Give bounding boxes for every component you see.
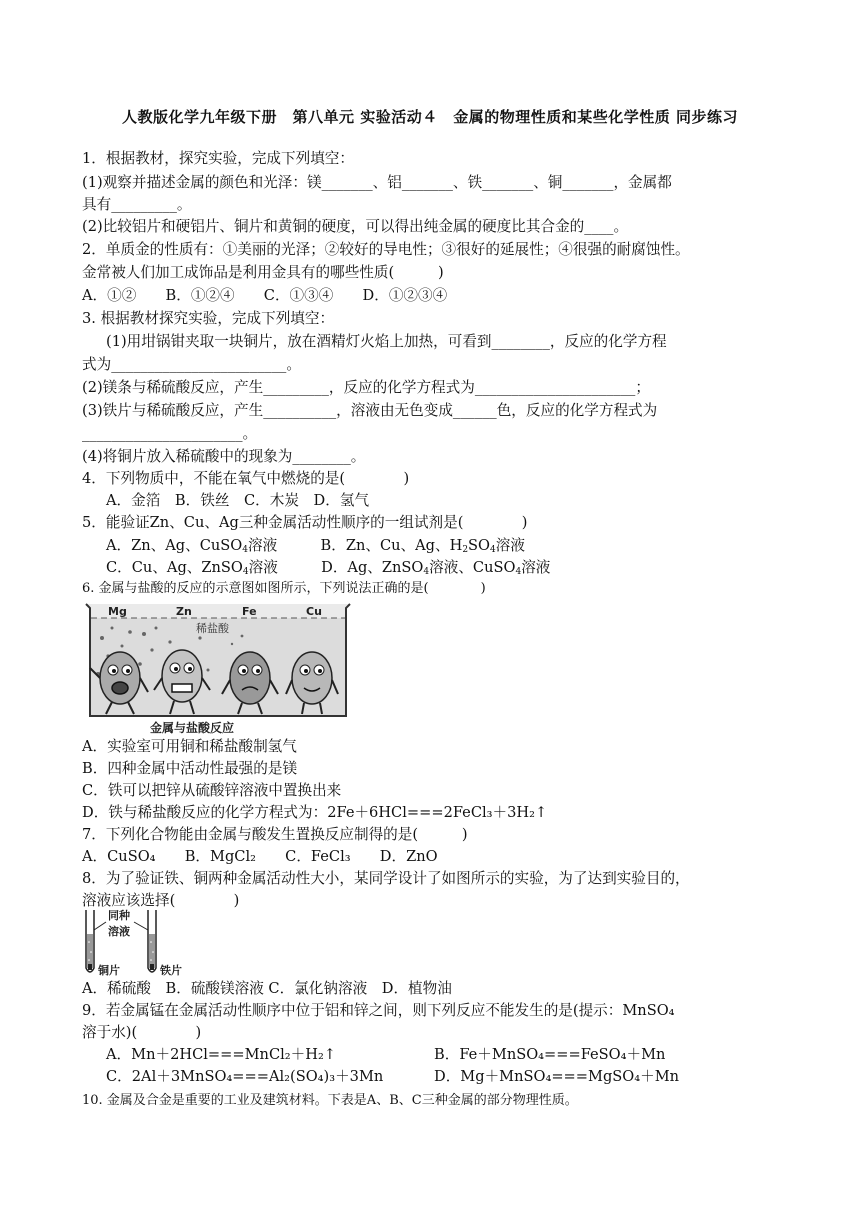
q9-option-c: C．2Al＋3MnSO₄===Al₂(SO₄)₃＋3Mn [106,1068,384,1085]
q9-stem: 9．若金属锰在金属活动性顺序中位于铝和锌之间，则下列反应不能发生的是(提示：MnSO₄ [82,1002,675,1019]
q9-option-a: A．Mn＋2HCl===MnCl₂＋H₂↑ [106,1046,337,1063]
q5-option-d: D．Ag、ZnSO$_4$溶液、CuSO$_4$溶液 [321,559,551,577]
q7-options: A．CuSO₄ B．MgCl₂ C．FeCl₃ D．ZnO [82,848,438,865]
page-title: 人教版化学九年级下册 第八单元 实验活动４ 金属的物理性质和某些化学性质 同步练习 [122,108,738,126]
q5-option-b: B．Zn、Cu、Ag、$H_2SO_4$溶液 [320,537,525,555]
q9-option-d: D．Mg＋MnSO₄===MgSO₄＋Mn [434,1068,680,1085]
fig8-fe-label: 铁片 [160,964,182,977]
q1-part1: (1)观察并描述金属的颜色和光泽：镁_______、铝_______、铁_______、铜_______，金属都 [82,174,672,191]
q2-stem-cont: 金常被人们加工成饰品是利用金具有的哪些性质( ) [82,264,444,281]
q2-stem: 2．单质金的性质有：①美丽的光泽；②较好的导电性；③很好的延展性；④很强的耐腐蚀性。 [82,241,690,258]
q9-option-b: B．Fe＋MnSO₄===FeSO₄＋Mn [434,1046,666,1063]
q4-options: A．金箔 B．铁丝 C．木炭 D．氢气 [106,492,370,509]
q3-part3: (3)铁片与稀硫酸反应，产生__________，溶液由无色变成______色，反应的化学方程式为 [82,402,658,419]
q3-stem: 3. 根据教材探究实验，完成下列填空： [82,310,335,327]
q1-stem: 1．根据教材，探究实验，完成下列填空： [82,150,354,167]
fig-label-fe: Fe [242,605,257,618]
q8-stem-cont: 溶液应该选择( ) [82,892,240,909]
q5-option-a: A．Zn、Ag、CuSO$_4$溶液 [106,537,278,555]
q6-option-c: C．铁可以把锌从硫酸锌溶液中置换出来 [82,782,342,799]
q3-part1: (1)用坩锅钳夹取一块铜片，放在酒精灯火焰上加热，可看到________，反应的化学方程 [106,333,667,350]
fig-caption: 金属与盐酸反应 [150,721,235,735]
fig-acid-label: 稀盐酸 [196,622,229,635]
metal-acid-reaction-figure [82,598,354,736]
q2-options: A．①② B．①②④ C．①③④ D．①②③④ [82,287,448,304]
fig8-cu-label: 铜片 [98,964,120,977]
q7-stem: 7．下列化合物能由金属与酸发生置换反应制得的是( ) [82,826,468,843]
fig-label-zn: Zn [176,605,192,618]
fig8-solution-label: 同种溶液 [108,909,130,938]
q4-stem: 4．下列物质中，不能在氧气中燃烧的是( ) [82,470,410,487]
q3-part2: (2)镁条与稀硫酸反应，产生_________，反应的化学方程式为______________________； [82,379,650,396]
q8-stem: 8．为了验证铁、铜两种金属活动性大小，某同学设计了如图所示的实验，为了达到实验目的， [82,870,690,887]
q9-stem-cont: 溶于水)( ) [82,1024,202,1041]
q6-stem: 6. 金属与盐酸的反应的示意图如图所示，下列说法正确的是( ) [82,581,486,596]
q1-part1-cont: 具有_________。 [82,196,192,213]
q5-stem: 5．能验证Zn、Cu、Ag三种金属活动性顺序的一组试剂是( ) [82,514,528,531]
q8-options: A．稀硫酸 B．硫酸镁溶液 C．氯化钠溶液 D．植物油 [82,980,452,997]
fig-label-cu: Cu [306,605,322,618]
q3-part1-cont: 式为________________________。 [82,356,301,373]
fig-label-mg: Mg [108,605,127,618]
q3-part3-cont: ______________________。 [82,425,258,442]
q3-part4: (4)将铜片放入稀硫酸中的现象为________。 [82,448,366,465]
q10-stem: 10. 金属及合金是重要的工业及建筑材料。下表是A、B、C三种金属的部分物理性质。 [82,1093,578,1108]
q6-option-b: B．四种金属中活动性最强的是镁 [82,760,298,777]
test-tubes-figure [80,908,200,978]
q6-option-d: D．铁与稀盐酸反应的化学方程式为：2Fe＋6HCl===2FeCl₃＋3H₂↑ [82,804,548,821]
q5-option-c: C．Cu、Ag、ZnSO$_4$溶液 [106,559,278,577]
q6-option-a: A．实验室可用铜和稀盐酸制氢气 [82,738,297,755]
q1-part2: (2)比较铝片和硬铝片、铜片和黄铜的硬度，可以得出纯金属的硬度比其合金的____。 [82,218,629,235]
